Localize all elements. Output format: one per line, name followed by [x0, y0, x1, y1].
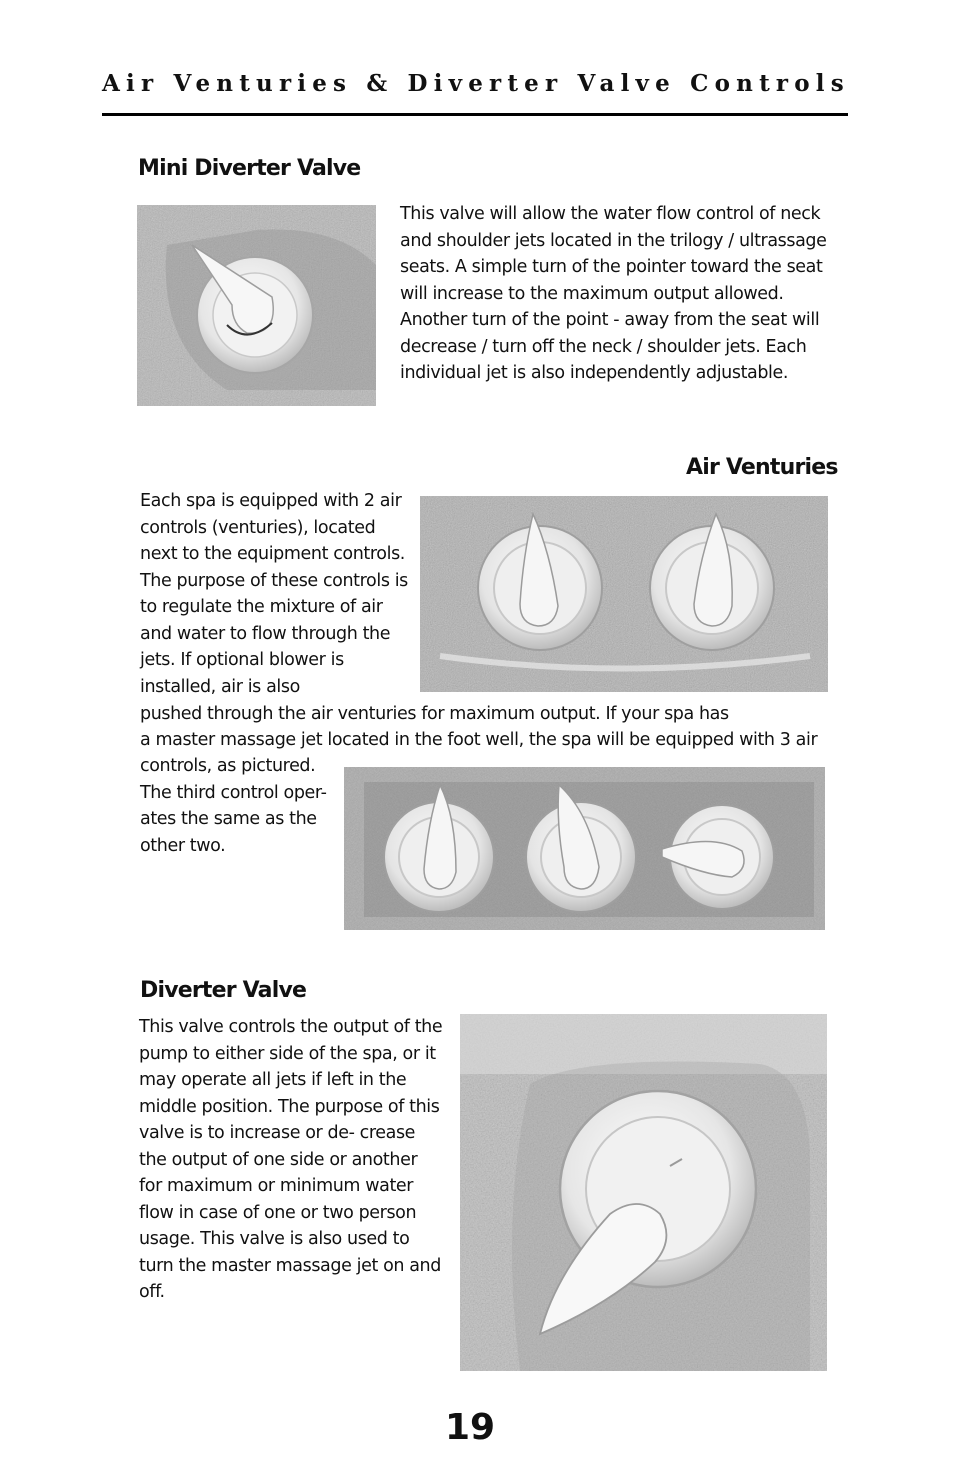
air-venturies-heading: Air Venturies — [686, 455, 838, 480]
mini-diverter-heading: Mini Diverter Valve — [138, 156, 361, 181]
air-venturies-text-top: Each spa is equipped with 2 air controls (venturies), located next to the equipment controls. The purpose of these controls is to regulate the mixture of air and water to flow through the jets. If optional blower is installed, air is also — [140, 491, 408, 697]
two-air-controls-photo — [420, 496, 828, 692]
page-title: Air Venturies & Diverter Valve Controls — [102, 70, 850, 97]
air-venturies-text-line1: pushed through the air venturies for maximum output. If your spa has — [140, 704, 729, 724]
mini-diverter-text: This valve will allow the water flow control of neck and shoulder jets located in the trilogy / ultrassage seats. A simple turn of the pointer toward the seat will increase to the maximum output allowed. Another turn of the point - away from the seat will decrease / turn off the neck / shoulder jets. Each individual jet is also independently adjustable. — [400, 204, 827, 383]
air-venturies-text-bottom: controls, as pictured. The third control oper- ates the same as the other two. — [140, 756, 327, 856]
three-air-controls-photo — [344, 767, 825, 930]
diverter-valve-text: This valve controls the output of the pump to either side of the spa, or it may operate all jets if left in the middle position. The purpose of this valve is to increase or de- crease the output of one side or another for maximum or minimum water flow in case of one or two person usage. This valve is also used to turn the master massage jet on and off. — [139, 1017, 443, 1302]
air-venturies-text-line2: a master massage jet located in the foot well, the spa will be equipped with 3 air — [140, 730, 818, 750]
header-rule — [102, 113, 848, 116]
mini-diverter-photo — [137, 205, 376, 406]
diverter-valve-heading: Diverter Valve — [140, 978, 307, 1003]
page-number: 19 — [444, 1407, 496, 1448]
diverter-valve-photo — [460, 1014, 827, 1371]
